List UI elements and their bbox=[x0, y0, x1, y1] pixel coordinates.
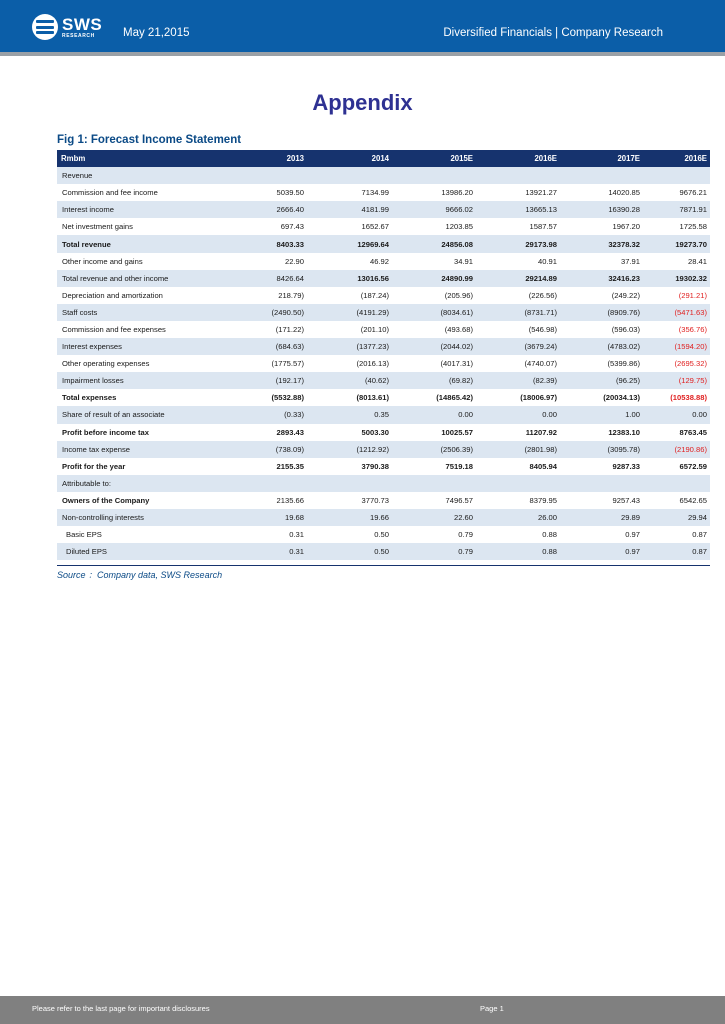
table-cell: 24890.99 bbox=[441, 273, 473, 283]
table-cell: (2506.39) bbox=[440, 444, 473, 454]
row-label: Total expenses bbox=[62, 393, 117, 403]
table-cell: 0.79 bbox=[458, 530, 473, 540]
table-cell: 0.87 bbox=[692, 547, 707, 557]
table-cell: 0.50 bbox=[374, 547, 389, 557]
disclosure-note: Please refer to the last page for important disclosures bbox=[32, 1004, 210, 1013]
table-row bbox=[57, 355, 710, 372]
table-cell: (249.22) bbox=[611, 290, 640, 300]
table-cell: 28.41 bbox=[687, 256, 707, 266]
table-cell: (20034.13) bbox=[603, 393, 640, 403]
table-cell: 9287.33 bbox=[612, 461, 640, 471]
table-cell: 46.92 bbox=[369, 256, 389, 266]
table-cell bbox=[476, 475, 560, 492]
row-label: Other income and gains bbox=[62, 256, 143, 266]
table-cell: (187.24) bbox=[360, 290, 389, 300]
table-cell: 4181.99 bbox=[361, 205, 389, 215]
table-cell: 3790.38 bbox=[361, 461, 389, 471]
table-row bbox=[57, 441, 710, 458]
table-cell: 7871.91 bbox=[679, 205, 707, 215]
row-label: Commission and fee income bbox=[62, 188, 158, 198]
table-row bbox=[57, 235, 710, 252]
table-cell: (18006.97) bbox=[520, 393, 557, 403]
logo-subtitle: RESEARCH bbox=[62, 32, 95, 39]
table-cell: (546.98) bbox=[528, 324, 557, 334]
table-cell: (2695.32) bbox=[674, 359, 707, 369]
table-cell: 7496.57 bbox=[445, 495, 473, 505]
table-cell: 1967.20 bbox=[612, 222, 640, 232]
page-title: Appendix bbox=[312, 90, 413, 115]
table-cell bbox=[560, 167, 643, 184]
table-cell: (129.75) bbox=[678, 376, 707, 386]
table-cell: 218.79) bbox=[278, 290, 304, 300]
table-cell: 9666.02 bbox=[445, 205, 473, 215]
table-row bbox=[57, 389, 710, 406]
row-label: Interest income bbox=[62, 205, 114, 215]
table-cell: 22.90 bbox=[284, 256, 304, 266]
table-row bbox=[57, 338, 710, 355]
table-cell: 0.31 bbox=[289, 547, 304, 557]
row-label: Commission and fee expenses bbox=[62, 324, 166, 334]
table-cell: 29173.98 bbox=[525, 239, 557, 249]
table-cell: (10538.88) bbox=[670, 393, 707, 403]
row-label: Staff costs bbox=[62, 307, 98, 317]
table-cell: (205.96) bbox=[444, 290, 473, 300]
column-header-year: 2016E bbox=[684, 154, 707, 164]
table-cell: 0.88 bbox=[542, 547, 557, 557]
table-cell: (0.33) bbox=[284, 410, 304, 420]
table-cell: (2801.98) bbox=[524, 444, 557, 454]
table-cell: (596.03) bbox=[611, 324, 640, 334]
table-cell: 34.91 bbox=[453, 256, 473, 266]
table-cell: 0.88 bbox=[542, 530, 557, 540]
table-cell: (2490.50) bbox=[271, 307, 304, 317]
table-cell: 12383.10 bbox=[608, 427, 640, 437]
table-cell: (4017.31) bbox=[440, 359, 473, 369]
table-row bbox=[57, 458, 710, 475]
table-cell: (4783.02) bbox=[607, 342, 640, 352]
table-cell: 8379.95 bbox=[529, 495, 557, 505]
table-cell: 13921.27 bbox=[525, 188, 557, 198]
column-header-label: Rmbm bbox=[61, 154, 86, 164]
table-cell: 8403.33 bbox=[276, 239, 304, 249]
row-label: Diluted EPS bbox=[66, 547, 107, 557]
table-row bbox=[57, 167, 710, 184]
table-cell: 12969.64 bbox=[357, 239, 389, 249]
row-label: Impairment losses bbox=[62, 376, 124, 386]
table-cell: 6572.59 bbox=[679, 461, 707, 471]
table-cell: (1212.92) bbox=[356, 444, 389, 454]
table-row bbox=[57, 543, 710, 560]
table-row bbox=[57, 509, 710, 526]
table-cell: (2190.86) bbox=[674, 444, 707, 454]
figure-source: Source ：Company data, SWS Research bbox=[57, 570, 223, 580]
row-label: Net investment gains bbox=[62, 222, 133, 232]
row-label: Owners of the Company bbox=[62, 495, 150, 505]
table-cell: 14020.85 bbox=[608, 188, 640, 198]
sws-logo bbox=[32, 14, 102, 40]
table-cell: 0.79 bbox=[458, 547, 473, 557]
table-cell: (356.76) bbox=[678, 324, 707, 334]
table-cell: (69.82) bbox=[448, 376, 473, 386]
row-label: Basic EPS bbox=[66, 530, 102, 540]
table-cell bbox=[560, 475, 643, 492]
column-header-year: 2014 bbox=[371, 154, 389, 164]
page-footer bbox=[0, 996, 725, 1024]
income-statement-table bbox=[57, 150, 710, 560]
table-cell bbox=[307, 475, 392, 492]
table-row bbox=[57, 270, 710, 287]
table-cell: (2044.02) bbox=[440, 342, 473, 352]
table-cell: 6542.65 bbox=[679, 495, 707, 505]
table-cell: (201.10) bbox=[360, 324, 389, 334]
table-cell: 29.94 bbox=[687, 513, 707, 523]
table-cell: 19.68 bbox=[284, 513, 304, 523]
table-cell: 0.87 bbox=[692, 530, 707, 540]
table-row bbox=[57, 184, 710, 201]
page-number: Page 1 bbox=[480, 1004, 504, 1013]
row-label: Profit for the year bbox=[62, 461, 126, 471]
table-cell: (96.25) bbox=[615, 376, 640, 386]
table-row bbox=[57, 475, 710, 492]
table-cell: 13665.13 bbox=[525, 205, 557, 215]
table-cell: 0.97 bbox=[625, 530, 640, 540]
table-cell bbox=[225, 167, 307, 184]
table-cell: 1.00 bbox=[625, 410, 640, 420]
table-cell bbox=[307, 167, 392, 184]
table-cell: (192.17) bbox=[275, 376, 304, 386]
table-cell: 8405.94 bbox=[529, 461, 557, 471]
table-row bbox=[57, 424, 710, 441]
row-label: Interest expenses bbox=[62, 342, 122, 352]
table-cell: (684.63) bbox=[275, 342, 304, 352]
table-cell: 3770.73 bbox=[361, 495, 389, 505]
header-divider bbox=[0, 52, 725, 56]
table-bottom-rule bbox=[57, 565, 710, 566]
table-cell: 9676.21 bbox=[679, 188, 707, 198]
table-cell: (5399.86) bbox=[607, 359, 640, 369]
table-cell: 37.91 bbox=[620, 256, 640, 266]
table-cell: 0.00 bbox=[692, 410, 707, 420]
table-cell: 19302.32 bbox=[675, 273, 707, 283]
table-cell: 2893.43 bbox=[276, 427, 304, 437]
table-cell: 0.31 bbox=[289, 530, 304, 540]
table-cell: (4740.07) bbox=[524, 359, 557, 369]
table-cell: 29.89 bbox=[620, 513, 640, 523]
table-cell: 13986.20 bbox=[441, 188, 473, 198]
table-cell: 19.66 bbox=[369, 513, 389, 523]
table-cell: 2135.66 bbox=[276, 495, 304, 505]
row-label: Total revenue and other income bbox=[62, 273, 169, 283]
table-cell: 24856.08 bbox=[441, 239, 473, 249]
table-cell: 8763.45 bbox=[679, 427, 707, 437]
table-cell bbox=[643, 475, 710, 492]
table-cell: (8909.76) bbox=[607, 307, 640, 317]
table-row bbox=[57, 526, 710, 543]
report-category: Diversified Financials | Company Research bbox=[443, 27, 663, 39]
row-label: Profit before income tax bbox=[62, 427, 149, 437]
row-label: Attributable to: bbox=[62, 478, 111, 488]
table-cell: 697.43 bbox=[280, 222, 304, 232]
column-header-year: 2016E bbox=[534, 154, 557, 164]
table-cell bbox=[392, 167, 476, 184]
table-cell: 13016.56 bbox=[357, 273, 389, 283]
table-cell: (8013.61) bbox=[356, 393, 389, 403]
table-cell: (493.68) bbox=[444, 324, 473, 334]
table-cell: 0.50 bbox=[374, 530, 389, 540]
table-cell: 29214.89 bbox=[525, 273, 557, 283]
table-cell: (5471.63) bbox=[674, 307, 707, 317]
table-cell: (8731.71) bbox=[524, 307, 557, 317]
table-cell: (2016.13) bbox=[356, 359, 389, 369]
table-cell: 32378.32 bbox=[608, 239, 640, 249]
table-header-row bbox=[57, 150, 710, 167]
row-label: Revenue bbox=[62, 171, 93, 181]
table-row bbox=[57, 287, 710, 304]
column-header-year: 2013 bbox=[286, 154, 304, 164]
table-cell: 40.91 bbox=[537, 256, 557, 266]
table-cell: 26.00 bbox=[537, 513, 557, 523]
table-cell: 19273.70 bbox=[675, 239, 707, 249]
table-cell: 0.35 bbox=[374, 410, 389, 420]
table-cell: (3679.24) bbox=[524, 342, 557, 352]
table-cell: (1594.20) bbox=[674, 342, 707, 352]
table-row bbox=[57, 406, 710, 423]
table-cell: 2666.40 bbox=[276, 205, 304, 215]
table-cell: 0.00 bbox=[458, 410, 473, 420]
row-label: Share of result of an associate bbox=[62, 410, 165, 420]
table-cell: 7519.18 bbox=[445, 461, 473, 471]
table-cell: (738.09) bbox=[275, 444, 304, 454]
table-cell: (8034.61) bbox=[440, 307, 473, 317]
table-cell bbox=[643, 167, 710, 184]
table-cell: 1587.57 bbox=[529, 222, 557, 232]
table-cell: (226.56) bbox=[528, 290, 557, 300]
table-cell: 11207.92 bbox=[525, 427, 557, 437]
table-cell: 5003.30 bbox=[361, 427, 389, 437]
table-cell: 1725.58 bbox=[679, 222, 707, 232]
table-cell: 2155.35 bbox=[276, 461, 304, 471]
table-row bbox=[57, 218, 710, 235]
table-cell: 7134.99 bbox=[361, 188, 389, 198]
table-row bbox=[57, 253, 710, 270]
table-cell: 32416.23 bbox=[608, 273, 640, 283]
figure-title: Fig 1: Forecast Income Statement bbox=[57, 134, 242, 146]
table-row bbox=[57, 492, 710, 509]
table-cell: (171.22) bbox=[275, 324, 304, 334]
table-cell: (4191.29) bbox=[356, 307, 389, 317]
row-label: Total revenue bbox=[62, 239, 111, 249]
table-cell: 10025.57 bbox=[441, 427, 473, 437]
table-cell: 1652.67 bbox=[361, 222, 389, 232]
table-row bbox=[57, 304, 710, 321]
table-cell: 0.97 bbox=[625, 547, 640, 557]
table-cell bbox=[225, 475, 307, 492]
table-cell: 8426.64 bbox=[276, 273, 304, 283]
table-cell: 5039.50 bbox=[276, 188, 304, 198]
table-cell: (40.62) bbox=[364, 376, 389, 386]
table-row bbox=[57, 201, 710, 218]
table-cell: (14865.42) bbox=[436, 393, 473, 403]
table-cell: 1203.85 bbox=[445, 222, 473, 232]
page-header bbox=[0, 0, 725, 52]
sws-globe-icon bbox=[32, 14, 58, 40]
report-date: May 21,2015 bbox=[123, 27, 190, 39]
table-cell: (291.21) bbox=[678, 290, 707, 300]
row-label: Depreciation and amortization bbox=[62, 290, 163, 300]
table-row bbox=[57, 321, 710, 338]
column-header-year: 2017E bbox=[617, 154, 640, 164]
logo-wordmark: SWS bbox=[62, 14, 103, 34]
table-cell: 0.00 bbox=[542, 410, 557, 420]
table-cell: (82.39) bbox=[532, 376, 557, 386]
table-cell: (3095.78) bbox=[607, 444, 640, 454]
table-cell bbox=[476, 167, 560, 184]
table-cell: 16390.28 bbox=[608, 205, 640, 215]
table-cell: (1775.57) bbox=[271, 359, 304, 369]
table-cell: (5532.88) bbox=[271, 393, 304, 403]
row-label: Non-controlling interests bbox=[62, 513, 144, 523]
table-row bbox=[57, 372, 710, 389]
table-cell: 22.60 bbox=[453, 513, 473, 523]
table-cell: 9257.43 bbox=[612, 495, 640, 505]
column-header-year: 2015E bbox=[450, 154, 473, 164]
row-label: Income tax expense bbox=[62, 444, 130, 454]
table-cell: (1377.23) bbox=[356, 342, 389, 352]
table-cell bbox=[392, 475, 476, 492]
row-label: Other operating expenses bbox=[62, 359, 150, 369]
